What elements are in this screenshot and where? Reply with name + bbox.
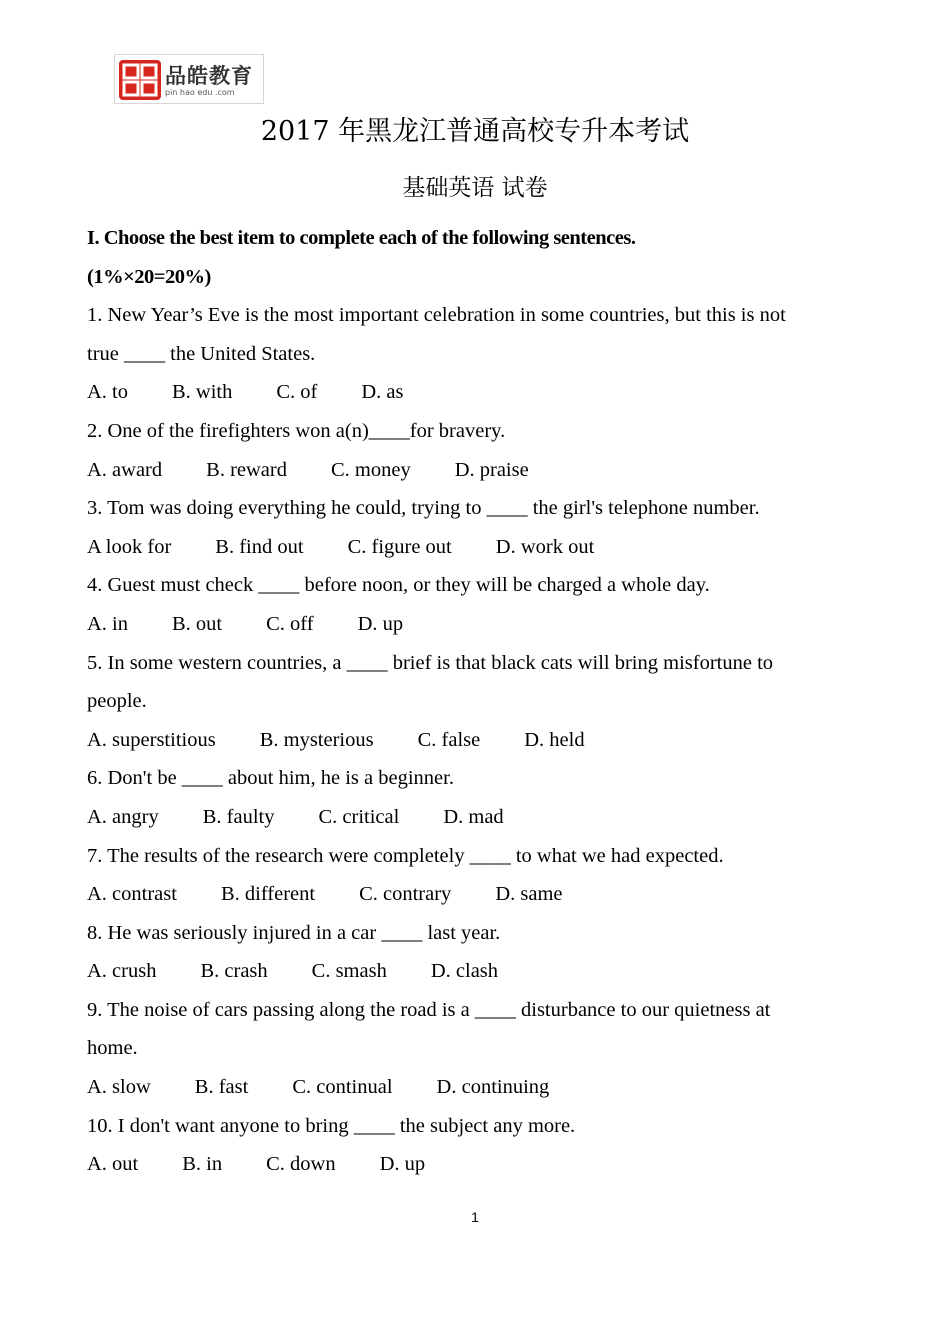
answer-option: D. same [495,883,563,906]
answer-options [87,451,867,490]
answer-option: D. held [524,728,585,751]
answer-option: B. out [172,612,223,635]
answer-option: B. fast [194,1076,249,1099]
question-text: 2. One of the firefighters won a(n)____for bravery. [87,419,506,442]
question-item [87,837,867,914]
question-text: 9. The noise of cars passing along the road is a ____ disturbance to our quietness at [87,998,771,1021]
question-item [87,644,867,760]
question-text: 1. New Year’s Eve is the most important celebration in some countries, but this is not [87,304,786,327]
answer-option: C. off [266,612,314,635]
answer-option: A. superstitious [87,728,216,751]
answer-option: D. praise [454,458,529,481]
question-text: 3. Tom was doing everything he could, trying to ____ the girl's telephone number. [87,497,760,520]
question-list [87,219,867,1184]
answer-option: C. down [266,1153,336,1176]
logo-name: 品皓教育 [165,64,253,88]
page-title: 2017 年黑龙江普通高校专升本考试 [260,116,690,147]
question-text: 7. The results of the research were completely ____ to what we had expected. [87,844,724,867]
question-item [87,489,867,566]
answer-option: B. reward [206,458,287,481]
section-heading: I. Choose the best item to complete each of the following sentences. [87,227,636,249]
question-item [87,296,867,412]
answer-option: B. find out [215,535,304,558]
answer-option: A. award [87,458,163,481]
answer-option: C. critical [318,805,400,828]
answer-options [87,798,867,837]
answer-options [87,875,867,914]
answer-option: C. continual [292,1076,393,1099]
question-item [87,991,867,1107]
answer-options [87,1145,867,1184]
question-item [87,1107,867,1184]
question-item [87,914,867,991]
page-number: 1 [471,1209,479,1225]
page-subtitle: 基础英语 试卷 [402,175,548,201]
answer-option: B. in [182,1153,223,1176]
answer-option: A. angry [87,805,159,828]
answer-option: A. in [87,612,128,635]
question-text: 6. Don't be ____ about him, he is a beginner. [87,767,454,790]
question-item [87,759,867,836]
answer-option: D. up [379,1153,426,1176]
answer-option: A. crush [87,960,157,983]
logo-url: pin hao edu .com [165,88,235,97]
answer-option: D. as [361,381,404,404]
answer-options [87,721,867,760]
question-text: 8. He was seriously injured in a car ____ last year. [87,921,501,944]
answer-option: A. to [87,381,128,404]
answer-option: D. up [357,612,404,635]
section-score: (1%×20=20%) [87,265,211,288]
answer-option: D. clash [430,960,499,983]
question-text: 5. In some western countries, a ____ brief is that black cats will bring misfortune to [87,651,774,674]
logo-mark-icon [118,59,162,101]
answer-options [87,528,867,567]
question-text: 10. I don't want anyone to bring ____ the subject any more. [87,1114,576,1137]
answer-option: A. slow [87,1076,151,1099]
answer-option: D. mad [443,805,504,828]
answer-option: D. work out [495,535,595,558]
question-text: 4. Guest must check ____ before noon, or they will be charged a whole day. [87,574,710,597]
question-text: home. [87,1037,138,1060]
answer-options [87,373,867,412]
answer-options [87,605,867,644]
answer-option: A. contrast [87,883,177,906]
answer-option: B. faulty [202,805,275,828]
answer-option: C. of [276,381,318,404]
question-text: true ____ the United States. [87,342,316,365]
answer-option: D. continuing [436,1076,550,1099]
answer-option: C. figure out [347,535,452,558]
answer-option: C. smash [311,960,387,983]
answer-option: C. contrary [359,883,452,906]
answer-option: B. crash [200,960,268,983]
answer-option: C. money [330,458,411,481]
answer-options [87,1068,867,1107]
answer-option: B. with [172,381,233,404]
question-text: people. [87,690,147,713]
answer-options [87,952,867,991]
answer-option: C. false [417,728,481,751]
answer-option: B. different [220,883,316,906]
answer-option: A look for [87,535,172,558]
answer-option: B. mysterious [259,728,374,751]
question-item [87,412,867,489]
question-item [87,566,867,643]
logo [114,54,264,104]
answer-option: A. out [87,1153,139,1176]
